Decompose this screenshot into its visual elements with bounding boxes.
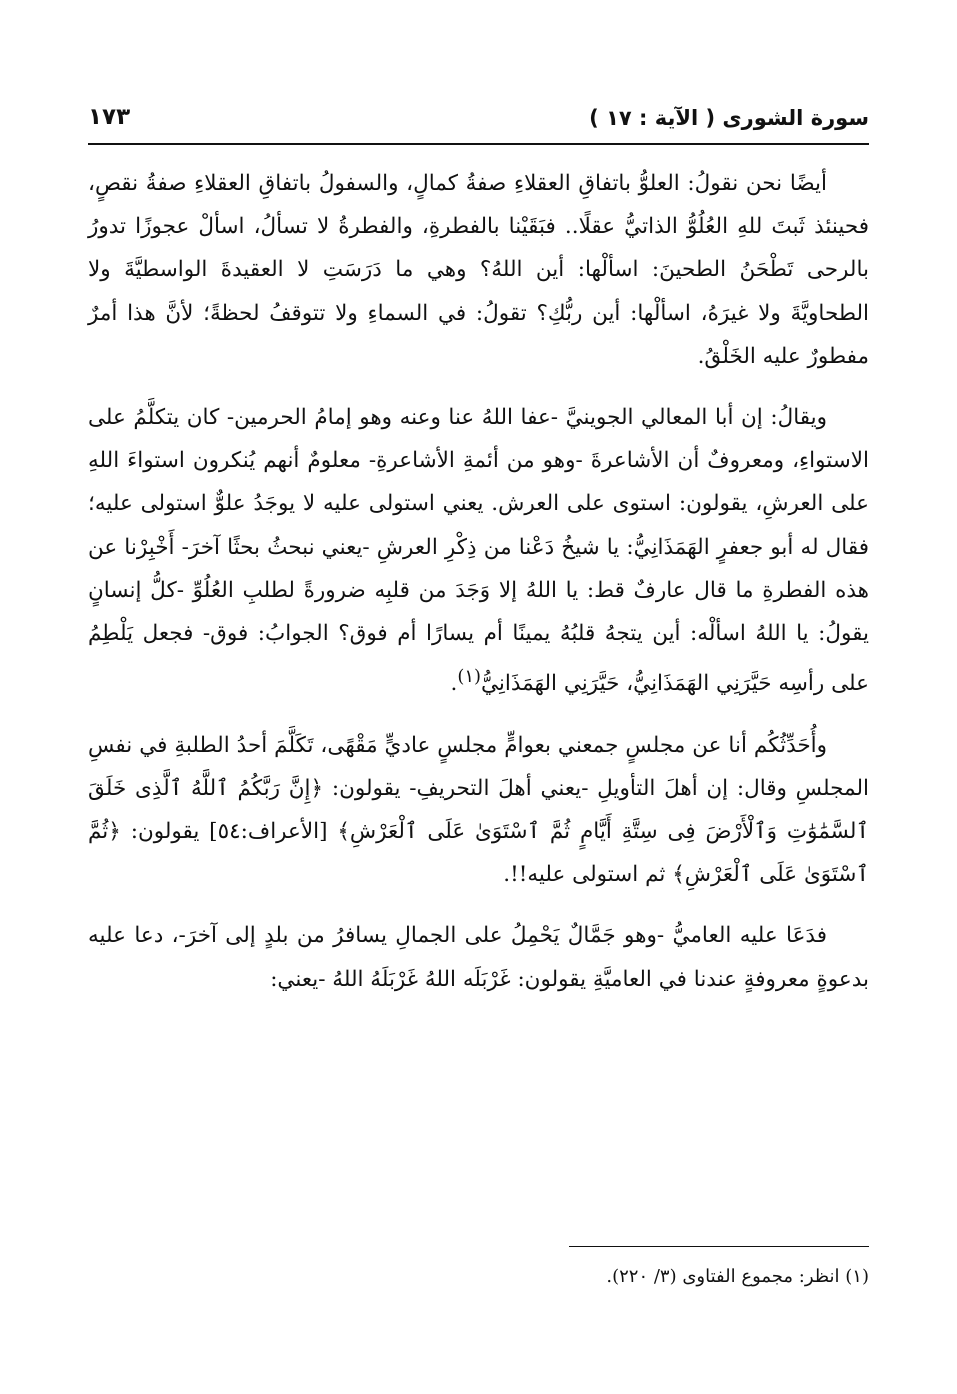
footnote-divider bbox=[569, 1246, 869, 1247]
page-number: ١٧٣ bbox=[88, 104, 131, 130]
paragraph-1 bbox=[88, 162, 869, 378]
header-title: سورة الشورى ( الآية : ١٧ ) bbox=[589, 106, 869, 130]
footnote-text: (١) انظر: مجموع الفتاوى (٣/ ٢٢٠). bbox=[606, 1266, 869, 1287]
paragraph-1-text: أيضًا نحن نقولُ: العلوُّ باتفاقِ العقلاءِ صفةُ كمالٍ، والسفولُ باتفاقِ العقلاءِ صفةُ نقصٍ، فحينئذ ثَبتَ للهِ العُلُوُّ الذاتيُّ عقلًا.. فبَقَيْنا بالفطرةِ، والفطرةُ لا تسألُ، اسألْ عجوزًا تدورُ بالرحى تَطْحَنُ الطحينَ: اسألْها: أين اللهُ؟ وهي ما دَرَسَتِ لا العقيدةَ الواسطيَّةَ ولا الطحاويَّةَ ولا غيرَهُ، اسألْها: أين ربُّكِ؟ تقولُ: في السماءِ ولا تتوقفُ لحظةً؛ لأنَّ هذا أمرٌ مفطورٌ عليه الخَلْقُ. bbox=[88, 171, 869, 369]
paragraph-4 bbox=[88, 914, 869, 1000]
paragraph-3-text-end: ثم استولى عليه!!. bbox=[503, 862, 673, 888]
paragraph-2 bbox=[88, 396, 869, 706]
header-divider bbox=[88, 143, 869, 145]
paragraph-4-text: فدَعَا عليه العاميُّ -وهو جَمَّالٌ يَحْمِلُ على الجمالِ يسافرُ من بلدٍ إلى آخرَ-، دعا عليه بدعوةٍ معروفةٍ عندنا في العاميَّةِ يقولون: غَرْبَلَه اللهُ غَرْبَلَهُ اللهُ -يعني: bbox=[88, 923, 869, 992]
paragraph-3-text-middle: يقولون: bbox=[120, 819, 200, 844]
paragraph-2-end: . bbox=[450, 671, 458, 697]
verse-reference: [الأعراف:٥٤] bbox=[199, 819, 338, 844]
footnote-ref: (١) bbox=[457, 666, 481, 688]
main-text bbox=[88, 162, 869, 1001]
paragraph-3-text-start: وأُحَدِّثُكُم أنا عن مجلسٍ جمعني بعوامٍّ مجلسٍ عاديٍّ مَقْهًى، تَكَلَّمَ أحدُ الطلبةِ في نفسِ المجلسِ وقال: إن أهلَ التأويلِ -يعني أهلَ التحريفِ- يقولون: bbox=[88, 732, 869, 801]
paragraph-2-text: ويقالُ: إن أبا المعالي الجوينيَّ -عفا اللهُ عنا وعنه وهو إمامُ الحرمين- كان يتكلَّمُ على الاستواءِ، ومعروفٌ أن الأشاعرةَ -وهو من أئمةِ الأشاعرةِ- معلومٌ أنهم يُنكرون استواءَ اللهِ على العرشِ، يقولون: استوى على العرش. يعني استولى عليه لا يوجَدُ علوٌّ استولى عليه؛ فقال له أبو جعفرٍ الهَمَذَانِيُّ: يا شيخُ دَعْنا من ذِكْرِ العرشِ -يعني نبحثُ بحثًا آخرَ- أَخْبِرْنا عن هذه الفطرةِ ما قال عارفٌ قط: يا اللهُ إلا وَجَدَ من قلبِه ضرورةً لطلبِ العُلُوِّ -كلُّ إنسانٍ يقولُ: يا اللهُ اسألْه: أين يتجهُ قلبُهُ يمينًا أم يسارًا أم فوق؟ الجوابُ: فوق- فجعل يَلْطِمُ على رأسِه حَيَّرَنِي الهَمَذَانِيُّ، حَيَّرَنِي الهَمَذَانِيُّ bbox=[88, 405, 869, 697]
quran-verse-1: ﴿إِنَّ رَبَّكُمُ ٱللَّهُ ٱلَّذِى خَلَقَ ٱلسَّمَٰوَٰتِ وَٱلْأَرْضَ فِى سِتَّةِ أَيَّامٍ ثُمَّ ٱسْتَوَىٰ عَلَى ٱلْعَرْشِ﴾ bbox=[88, 775, 869, 844]
paragraph-3 bbox=[88, 724, 869, 897]
quran-verse-2: ﴿ثُمَّ ٱسْتَوَىٰ عَلَى ٱلْعَرْشِ﴾ bbox=[88, 819, 869, 888]
footnote bbox=[88, 1262, 869, 1292]
running-header bbox=[88, 100, 869, 140]
